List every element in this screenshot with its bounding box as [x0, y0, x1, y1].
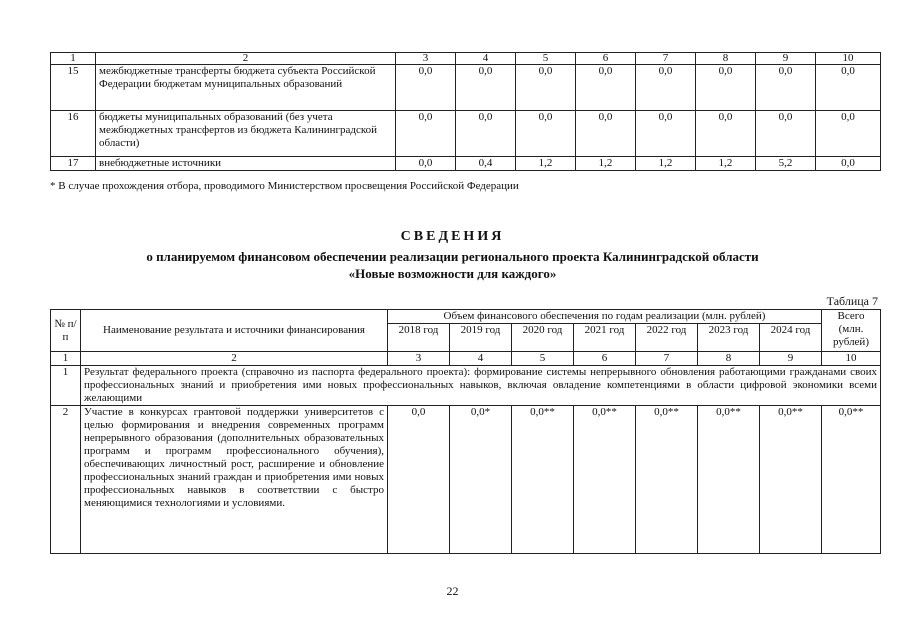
header-cell: 2: [96, 53, 396, 65]
year-header: 2021 год: [574, 324, 636, 352]
column-header-volume: Объем финансового обеспечения по годам реализации (млн. рублей): [388, 310, 822, 324]
value-cell: 5,2: [756, 157, 816, 171]
value-cell: 0,0: [576, 65, 636, 111]
value-cell: 1,2: [576, 157, 636, 171]
year-header: 2018 год: [388, 324, 450, 352]
value-cell: 0,0: [388, 406, 450, 554]
row-number: 1: [51, 366, 81, 406]
row-name: бюджеты муниципальных образований (без учета межбюджетных трансфертов из бюджета Калининградской области): [96, 111, 396, 157]
table-label: Таблица 7: [826, 294, 878, 308]
year-header: 2023 год: [698, 324, 760, 352]
value-cell: 0,0: [816, 157, 881, 171]
column-header-total: Всего (млн. рублей): [822, 310, 881, 352]
value-cell: 0,0: [396, 65, 456, 111]
header-cell: 9: [756, 53, 816, 65]
value-cell: 0,0**: [574, 406, 636, 554]
index-cell: 8: [698, 352, 760, 366]
column-header-name: Наименование результата и источники финансирования: [81, 310, 388, 352]
table-row: [51, 111, 881, 157]
index-row: [51, 352, 881, 366]
index-cell: 3: [388, 352, 450, 366]
row-number: 15: [51, 65, 96, 111]
header-cell: 1: [51, 53, 96, 65]
index-cell: 4: [450, 352, 512, 366]
value-cell: 1,2: [636, 157, 696, 171]
header-cell: 4: [456, 53, 516, 65]
value-cell: 0,0: [456, 111, 516, 157]
value-cell: 0,0**: [512, 406, 574, 554]
value-cell: 0,0: [396, 111, 456, 157]
footnote: * В случае прохождения отбора, проводимого Министерством просвещения Российской Федерации: [50, 180, 519, 192]
year-header: 2024 год: [760, 324, 822, 352]
value-cell: 0,0: [576, 111, 636, 157]
value-cell: 0,0: [516, 111, 576, 157]
page-subtitle: [0, 248, 905, 282]
row-name: внебюджетные источники: [96, 157, 396, 171]
value-cell: 0,4: [456, 157, 516, 171]
page-title: СВЕДЕНИЯ: [400, 229, 505, 244]
index-cell: 5: [512, 352, 574, 366]
page-number: 22: [446, 584, 459, 598]
row-number: 2: [51, 406, 81, 554]
year-header: 2022 год: [636, 324, 698, 352]
header-cell: 3: [396, 53, 456, 65]
table-row: [51, 65, 881, 111]
row-name: Участие в конкурсах грантовой поддержки университетов с целью формирования и внедрения современных программ непрерывного образования (дополнительных образовательных программ и программ профессионального обучения), обеспечивающих личностный рост, расширение и обновление профессиональных знаний граждан и приобретения ими новых профессиональных навыков в соответствии с быстро меняющимися технологиями и условиями.: [81, 406, 388, 554]
result-description: Результат федерального проекта (справочно из паспорта федерального проекта): формирование системы непрерывного обновления работающими гражданами своих профессиональных знаний и приобретения ими новых профессиональных навыков, включая овладение компетенциями в области цифровой экономики всеми желающими: [81, 366, 881, 406]
header-cell: 6: [576, 53, 636, 65]
index-cell: 9: [760, 352, 822, 366]
row-number: 16: [51, 111, 96, 157]
index-cell: 6: [574, 352, 636, 366]
year-header: 2020 год: [512, 324, 574, 352]
top-table: [50, 52, 881, 171]
value-cell: 0,0**: [760, 406, 822, 554]
table-row: [51, 366, 881, 406]
subtitle-line: «Новые возможности для каждого»: [348, 266, 557, 281]
financing-table: [50, 309, 881, 554]
row-number: 17: [51, 157, 96, 171]
subtitle-line: о планируемом финансовом обеспечении реализации регионального проекта Калининградской области: [146, 249, 759, 264]
value-cell: 0,0: [456, 65, 516, 111]
table-row: [51, 406, 881, 554]
value-cell: 0,0: [756, 111, 816, 157]
value-cell: 0,0: [636, 65, 696, 111]
header-cell: 10: [816, 53, 881, 65]
index-cell: 2: [81, 352, 388, 366]
value-cell: 1,2: [516, 157, 576, 171]
index-cell: 10: [822, 352, 881, 366]
header-cell: 5: [516, 53, 576, 65]
value-cell: 0,0**: [636, 406, 698, 554]
row-name: межбюджетные трансферты бюджета субъекта Российской Федерации бюджетам муниципальных образований: [96, 65, 396, 111]
top-table-header-row: [51, 53, 881, 65]
value-cell: 0,0**: [822, 406, 881, 554]
header-cell: 8: [696, 53, 756, 65]
value-cell: 0,0: [696, 111, 756, 157]
index-cell: 1: [51, 352, 81, 366]
value-cell: 0,0**: [698, 406, 760, 554]
header-row: [51, 310, 881, 324]
value-cell: 0,0: [816, 111, 881, 157]
value-cell: 0,0: [696, 65, 756, 111]
table-row: [51, 157, 881, 171]
value-cell: 0,0: [396, 157, 456, 171]
value-cell: 1,2: [696, 157, 756, 171]
value-cell: 0,0: [516, 65, 576, 111]
year-header: 2019 год: [450, 324, 512, 352]
value-cell: 0,0: [636, 111, 696, 157]
value-cell: 0,0*: [450, 406, 512, 554]
index-cell: 7: [636, 352, 698, 366]
value-cell: 0,0: [816, 65, 881, 111]
value-cell: 0,0: [756, 65, 816, 111]
header-cell: 7: [636, 53, 696, 65]
column-header-number: № п/п: [51, 310, 81, 352]
